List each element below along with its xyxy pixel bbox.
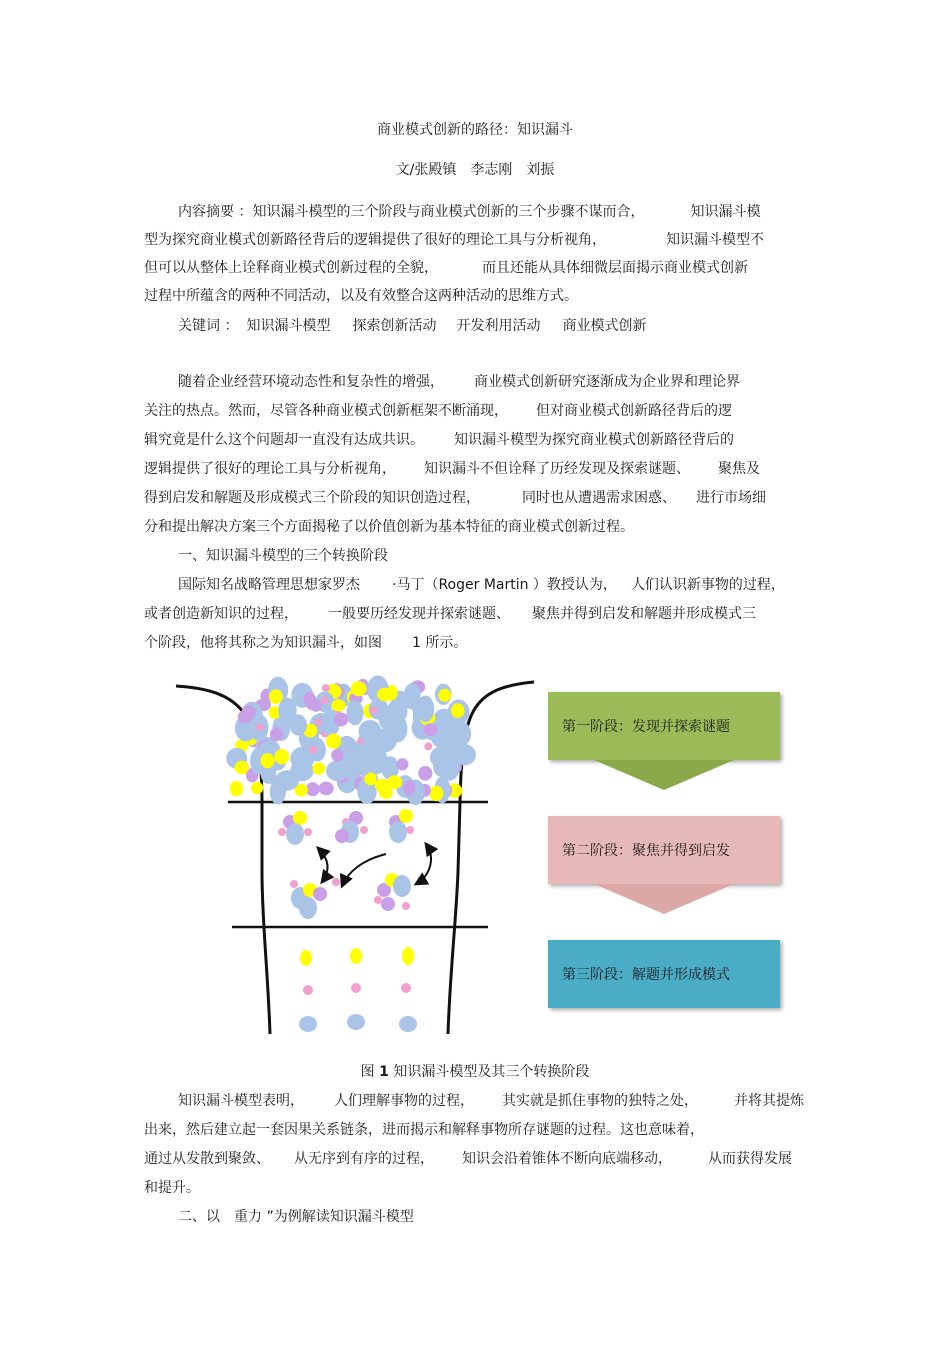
pink-dot <box>332 878 340 886</box>
pink-dot <box>304 828 312 836</box>
conclusion-text: 人们理解事物的过程， <box>334 1093 474 1109</box>
stage-2-label: 第二阶段：聚焦并得到启发 <box>562 843 730 859</box>
abstract-text: 型为探究商业模式创新路径背后的逻辑提供了很好的理论工具与分析视角， <box>144 232 606 248</box>
abstract-text: 过程中所蕴含的两种不同活动，以及有效整合这两种活动的思维方式。 <box>144 288 578 304</box>
intro-text: 辑究竟是什么这个问题却一直没有达成共识。 <box>144 432 424 448</box>
yellow-dot <box>429 786 443 802</box>
pink-dot <box>424 742 432 750</box>
abstract-text: 知识漏斗模 <box>690 204 761 220</box>
yellow-dot <box>399 809 413 823</box>
section1-text: 个阶段，他将其称之为知识漏斗，如图 <box>144 635 382 651</box>
pink-dot <box>303 985 313 995</box>
pink-dot <box>402 902 410 910</box>
yellow-dot <box>377 688 393 702</box>
intro-text: 知识漏斗模型为探究商业模式创新路径背后的 <box>454 432 734 448</box>
abstract-text: 内容摘要 ：知识漏斗模型的三个阶段与商业模式创新的三个步骤不谋而合， <box>178 204 645 220</box>
down-arrow-1 <box>594 760 734 790</box>
yellow-dot <box>269 689 283 704</box>
keywords <box>178 316 646 336</box>
yellow-dot <box>326 734 341 749</box>
blue-dot <box>393 875 411 897</box>
caption-number: 1 <box>379 1064 389 1080</box>
intro-text: 分和提出解决方案三个方面揭秘了以价值创新为基本特征的商业模式创新过程。 <box>144 519 634 535</box>
conclusion-text: 通过从发散到聚敛、 <box>144 1151 270 1167</box>
intro-text: 同时也从遭遇需求困惑、 <box>522 490 676 506</box>
conclusion-text: 知识会沿着锥体不断向底端移动， <box>462 1151 672 1167</box>
blue-dot <box>326 761 348 782</box>
intro-text: 商业模式创新研究逐渐成为企业界和理论界 <box>474 374 740 390</box>
purple-dot <box>306 782 320 796</box>
pink-dot <box>322 684 330 692</box>
section1-text: 聚焦并得到启发和解题并形成模式三 <box>532 606 756 622</box>
yellow-dot <box>230 781 243 796</box>
figure-caption <box>0 1062 950 1082</box>
yellow-dot <box>350 948 362 964</box>
yellow-dot <box>438 689 451 702</box>
keyword: 探索创新活动 <box>352 318 437 334</box>
intro-text: 逻辑提供了很好的理论工具与分析视角， <box>144 461 396 477</box>
purple-dot <box>423 723 437 736</box>
blue-dot <box>399 1016 417 1032</box>
section-heading: 一、知识漏斗模型的三个转换阶段 <box>178 548 388 564</box>
yellow-dot <box>293 811 307 825</box>
section1-text: 国际知名战略管理思想家罗杰 <box>178 577 360 593</box>
blue-dot <box>404 683 421 710</box>
stage-2-box <box>548 816 780 884</box>
pink-dot <box>278 828 286 836</box>
pink-dot <box>374 896 382 904</box>
abstract-text: 而且还能从具体细微层面揭示商业模式创新 <box>482 260 748 276</box>
section1-text: 一般要历经发现并探索谜题、 <box>328 606 510 622</box>
blue-dot <box>347 700 364 725</box>
curved-arrow <box>416 844 431 884</box>
curved-arrow <box>318 848 328 882</box>
yellow-dot <box>402 947 414 965</box>
purple-dot <box>270 727 284 741</box>
yellow-dot <box>451 703 465 718</box>
blue-dot <box>290 714 307 735</box>
blue-dot <box>389 821 407 843</box>
caption-prefix: 图 <box>360 1064 375 1080</box>
pink-dot <box>290 880 298 888</box>
pink-dot <box>370 707 378 715</box>
pink-dot <box>256 723 264 731</box>
conclusion-text: 知识漏斗模型表明， <box>178 1093 304 1109</box>
stage-3-label: 第三阶段：解题并形成模式 <box>562 967 730 983</box>
purple-dot <box>381 897 395 911</box>
page-title: 商业模式创新的路径：知识漏斗 <box>377 122 573 138</box>
blue-dot <box>270 778 286 804</box>
blue-dot <box>299 1016 317 1032</box>
blue-dot <box>379 705 401 731</box>
yellow-dot <box>313 762 325 774</box>
conclusion-text: 其实就是抓住事物的独特之处， <box>502 1093 698 1109</box>
blue-dot <box>351 748 373 775</box>
down-arrow-2 <box>594 884 734 914</box>
purple-dot <box>334 713 348 727</box>
purple-dot <box>313 887 327 901</box>
intro-text: 随着企业经营环境动态性和复杂性的增强， <box>178 374 444 390</box>
yellow-dot <box>251 782 263 795</box>
keyword: 商业模式创新 <box>562 318 647 334</box>
stage-1-label: 第一阶段：发现并探索谜题 <box>562 719 730 735</box>
purple-dot <box>242 705 256 718</box>
blue-dot <box>359 720 382 742</box>
yellow-dot <box>274 749 289 764</box>
conclusion-text: 出来，然后建立起一套因果关系链条，进而揭示和解释事物所存谜题的过程。这也意味着， <box>144 1122 704 1138</box>
curved-arrow <box>342 854 386 886</box>
keyword: 知识漏斗模型 <box>246 318 331 334</box>
section-heading: 二、以 重力 ”为例解读知识漏斗模型 <box>178 1209 414 1225</box>
caption-text: 知识漏斗模型及其三个转换阶段 <box>393 1064 590 1080</box>
purple-dot <box>331 749 344 762</box>
section1-text: 1 所示。 <box>412 635 468 651</box>
yellow-dot <box>261 753 275 768</box>
purple-dot <box>403 780 415 795</box>
purple-dot <box>397 758 409 770</box>
pink-dot <box>321 696 329 704</box>
intro-text: 聚焦及 <box>718 461 760 477</box>
yellow-dot <box>351 681 367 696</box>
blue-dot <box>453 744 476 765</box>
intro-text: 知识漏斗不但诠释了历经发现及探索谜题、 <box>424 461 690 477</box>
abstract-text: 但可以从整体上诠释商业模式创新过程的全貌， <box>144 260 438 276</box>
conclusion-text: 从无序到有序的过程， <box>294 1151 434 1167</box>
stage-1-box <box>548 692 780 760</box>
yellow-dot <box>300 950 312 966</box>
purple-dot <box>319 782 334 796</box>
stage-3-box <box>548 940 780 1008</box>
yellow-dot <box>331 699 345 711</box>
purple-dot <box>306 698 319 710</box>
intro-text: 得到启发和解题及形成模式三个阶段的知识创造过程， <box>144 490 480 506</box>
intro-text: 关注的热点。然而，尽管各种商业模式创新框架不断涌现， <box>144 403 508 419</box>
section1-text: 或者创造新知识的过程， <box>144 606 298 622</box>
knowledge-funnel-diagram <box>170 672 550 1044</box>
pink-dot <box>309 746 317 754</box>
conclusion-text: 从而获得发展 <box>708 1151 792 1167</box>
yellow-dot <box>387 775 402 789</box>
abstract-text: 知识漏斗模型不 <box>666 232 764 248</box>
purple-dot <box>335 829 349 843</box>
keyword: 开发利用活动 <box>456 318 541 334</box>
pink-dot <box>406 826 414 834</box>
intro-text: 但对商业模式创新路径背后的逻 <box>536 403 732 419</box>
intro-text: 进行市场细 <box>696 490 766 506</box>
yellow-dot <box>235 761 249 774</box>
conclusion-text: 和提升。 <box>144 1180 200 1196</box>
keywords-label: 关键词 ： <box>178 318 239 334</box>
blue-dot <box>347 1014 365 1030</box>
conclusion-text: 并将其提炼 <box>734 1093 804 1109</box>
purple-dot <box>418 766 432 781</box>
authors: 文/张殿镇 李志刚 刘振 <box>395 162 555 178</box>
pink-dot <box>401 983 411 993</box>
blue-dot <box>286 823 304 845</box>
blue-dot <box>299 897 317 919</box>
pink-dot <box>360 826 368 834</box>
pink-dot <box>351 983 361 993</box>
section1-text: 人们认识新事物的过程， <box>630 577 785 593</box>
section1-text: ·马丁（Roger Martin ）教授认为， <box>392 577 617 593</box>
